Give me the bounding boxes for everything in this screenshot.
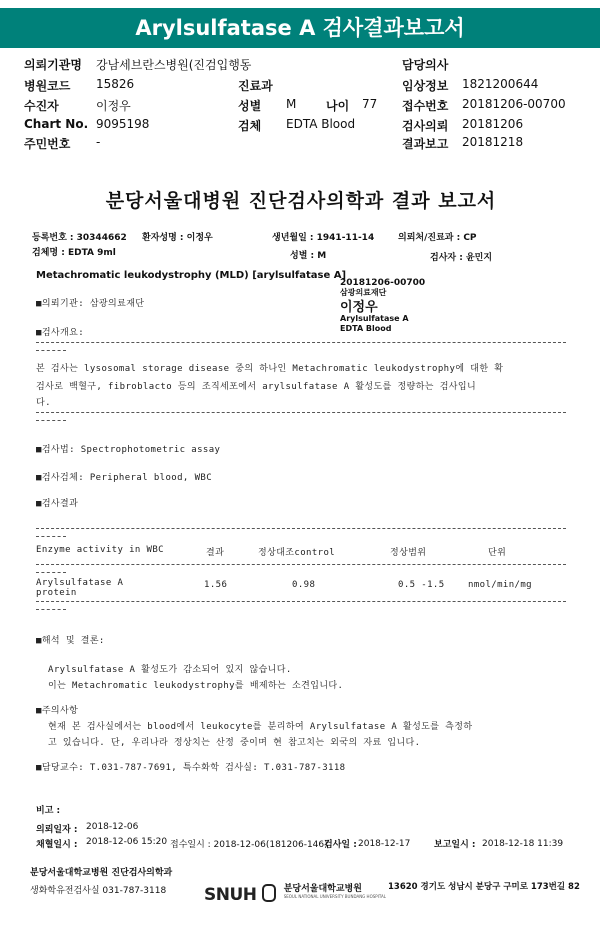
reg-no: 등록번호 : 30344662 — [32, 233, 127, 243]
divider — [36, 342, 566, 343]
collection-label: 채혈일시 : — [36, 840, 78, 850]
divider — [36, 412, 566, 413]
sex-label: 성별 — [238, 99, 262, 113]
report-date-value: 2018-12-18 11:39 — [482, 839, 564, 849]
table-header: 결과 — [206, 548, 225, 558]
sticker-line-4: Arylsulfatase A — [340, 314, 409, 323]
institution-label: 의뢰기관명 — [24, 58, 82, 72]
table-cell-unit: nmol/min/mg — [468, 580, 533, 590]
table-cell-range: 0.5 -1.5 — [398, 580, 445, 590]
divider — [36, 609, 66, 610]
specimen-type: ■검사검체: Peripheral blood, WBC — [36, 473, 213, 483]
chart-no-value: 9095198 — [96, 117, 150, 131]
divider — [36, 536, 66, 537]
specimen-name: 검체명 : EDTA 9ml — [32, 248, 116, 258]
table-cell-result: 1.56 — [204, 580, 228, 590]
dept-name: 분당서울대학교병원 진단검사의학과 — [30, 868, 173, 878]
sticker-line-1: 20181206-00700 — [340, 278, 426, 288]
chart-no-label: Chart No. — [24, 117, 89, 131]
result-heading: ■검사결과 — [36, 499, 79, 509]
report-sex: 성별 : M — [290, 251, 327, 261]
interpretation-line-1: Arylsulfatase A 활성도가 감소되어 있지 않습니다. — [48, 665, 292, 675]
hospital-code-label: 병원코드 — [24, 79, 71, 93]
sticker-line-2: 삼광의료재단 — [340, 288, 387, 297]
table-header: Enzyme activity in WBC — [36, 545, 165, 555]
department-label: 진료과 — [238, 79, 273, 93]
clinical-info-value: 1821200644 — [462, 77, 539, 91]
scanned-report — [6, 168, 596, 928]
notes-line-1: 현재 본 검사실에서는 blood에서 leukocyte를 분리하여 Arylsulfatase A 활성도를 측정하 — [48, 722, 473, 732]
patient-name: 환자성명 : 이정우 — [142, 233, 213, 243]
receipt-datetime: 접수일시 : 2018-12-06(181206-146) — [170, 840, 328, 850]
clinical-info-label: 임상정보 — [402, 79, 449, 93]
sticker-line-5: EDTA Blood — [340, 324, 392, 333]
snuh-logo-text: SNUH — [204, 885, 257, 905]
divider — [36, 564, 566, 565]
overview-line-3: 다. — [36, 398, 51, 408]
institution-value: 강남세브란스병원(진검입행동 — [96, 58, 252, 72]
report-label: 결과보고 — [402, 137, 449, 151]
divider — [36, 528, 566, 529]
test-name: Metachromatic leukodystrophy (MLD) [arylsulfatase A] — [36, 270, 347, 281]
sex-value: M — [286, 97, 297, 111]
interpretation-line-2: 이는 Metachromatic leukodystrophy를 배제하는 소견입니다. — [48, 681, 344, 691]
request-date-value: 2018-12-06 — [86, 822, 139, 832]
receipt-no-value: 20181206-00700 — [462, 97, 566, 111]
method: ■검사법: Spectrophotometric assay — [36, 445, 221, 455]
sticker-line-3: 이정우 — [340, 300, 378, 315]
hospital-code-value: 15826 — [96, 77, 135, 91]
divider — [36, 420, 66, 421]
lab-contact: 생화학유전검사실 031-787-3118 — [30, 886, 167, 896]
ssn-label: 주민번호 — [24, 137, 71, 151]
collection-value: 2018-12-06 15:20 — [86, 837, 168, 847]
logo-mark-icon — [262, 884, 276, 902]
notes-line-2: 고 있습니다. 단, 우리나라 정상치는 산정 중이며 현 참고치는 외국의 자료 입니다. — [48, 738, 421, 748]
report-date-label: 보고일시 : — [434, 840, 476, 850]
table-cell-name: Arylsulfatase A — [36, 578, 124, 588]
divider — [36, 350, 66, 351]
overview-heading: ■검사개요: — [36, 328, 85, 338]
birth-date: 생년월일 : 1941-11-14 — [272, 233, 375, 243]
notes-heading: ■주의사항 — [36, 706, 79, 716]
logo-hospital-sub: SEOUL NATIONAL UNIVERSITY BUNDANG HOSPITAL — [283, 894, 386, 899]
hospital-address: 13620 경기도 성남시 분당구 구미로 173번길 82 — [388, 882, 580, 892]
specimen-value: EDTA Blood — [286, 117, 356, 131]
report-value: 20181218 — [462, 135, 524, 149]
divider — [36, 572, 66, 573]
logo-hospital-name: 분당서울대학교병원 — [283, 884, 362, 894]
request-date-label: 의뢰일자 : — [36, 825, 78, 835]
ssn-value: - — [96, 135, 101, 149]
ordering-dept: 의뢰처/진료과 : CP — [398, 233, 477, 243]
table-header: 단위 — [488, 548, 507, 558]
patient-value: 이정우 — [96, 99, 131, 113]
remarks-label: 비고 : — [36, 806, 61, 816]
table-header: 정상범위 — [390, 548, 427, 558]
report-title: 분당서울대병원 진단검사의학과 결과 보고서 — [105, 190, 497, 212]
test-date-label: 검사일 : — [324, 840, 357, 850]
overview-line-1: 본 검사는 lysosomal storage disease 중의 하나인 Metachromatic leukodystrophy에 대한 확 — [36, 364, 504, 374]
request-label: 검사의뢰 — [402, 119, 449, 133]
divider — [36, 601, 566, 602]
request-value: 20181206 — [462, 117, 524, 131]
table-header: 정상대조control — [258, 548, 336, 558]
patient-label: 수진자 — [24, 99, 59, 113]
interpretation-heading: ■해석 및 결론: — [36, 636, 105, 646]
age-value: 77 — [362, 97, 378, 111]
requester: ■의뢰기관: 삼광의료재단 — [36, 299, 145, 309]
overview-line-2: 검사로 백혈구, fibroblacto 등의 조직세포에서 arylsulfatase A 활성도를 정량하는 검사입니 — [36, 382, 477, 392]
table-cell-name: protein — [36, 588, 77, 598]
table-cell-control: 0.98 — [292, 580, 316, 590]
test-date-value: 2018-12-17 — [358, 839, 411, 849]
doctor-label: 담당의사 — [402, 58, 449, 72]
specimen-label: 검체 — [238, 119, 262, 133]
hospital-logo — [204, 881, 386, 905]
examiner: 검사자 : 윤민지 — [430, 253, 493, 263]
contact-info: ■담당교수: T.031-787-7691, 특수화학 검사실: T.031-787-3118 — [36, 763, 346, 773]
report-banner-title: Arylsulfatase A 검사결과보고서 — [0, 8, 600, 48]
age-label: 나이 — [326, 99, 350, 113]
receipt-no-label: 접수번호 — [402, 99, 449, 113]
